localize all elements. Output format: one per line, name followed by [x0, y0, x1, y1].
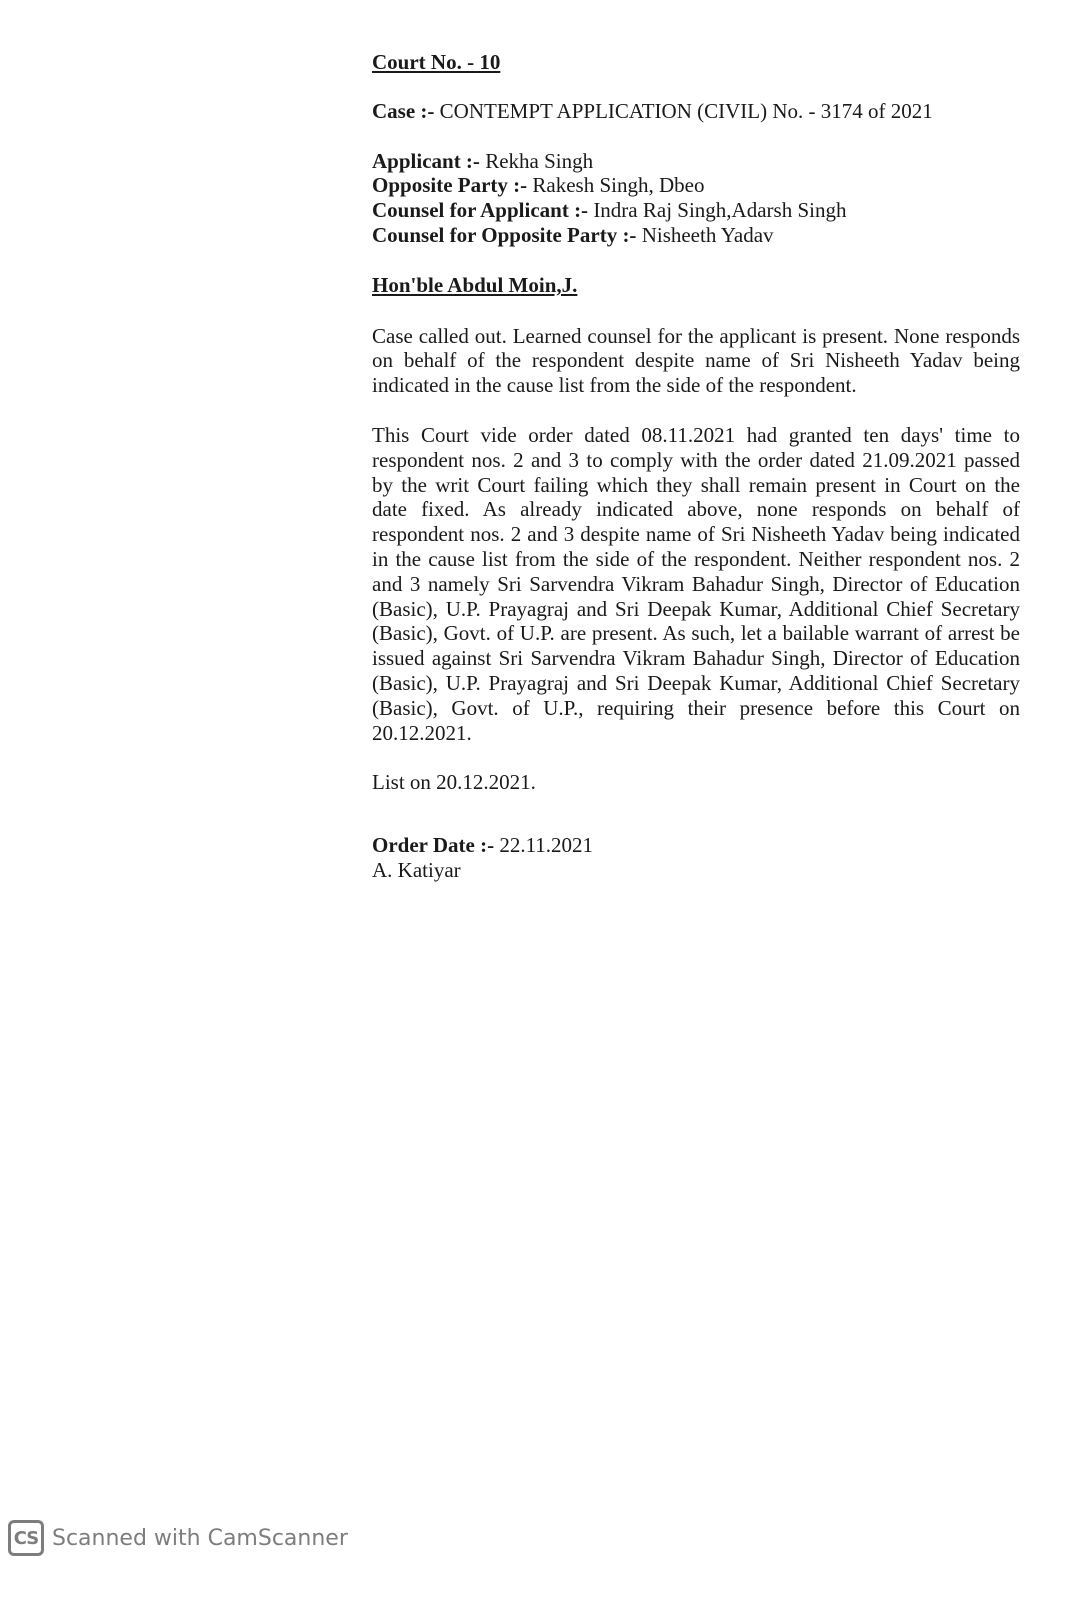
case-line	[372, 99, 1020, 124]
judge-name: Hon'ble Abdul Moin,J.	[372, 272, 578, 297]
order-date-label: Order Date :-	[372, 833, 495, 858]
counsel-opposite-label: Counsel for Opposite Party :-	[372, 222, 637, 247]
camscanner-text: Scanned with CamScanner	[52, 1525, 348, 1551]
counsel-opposite-row	[372, 223, 1020, 248]
case-value: CONTEMPT APPLICATION (CIVIL) No. - 3174 of 2021	[439, 98, 933, 123]
paragraph-1: Case called out. Learned counsel for the applicant is present. None responds on behalf of the respondent despite name of Sri Nisheeth Yadav being indicated in the cause list from the side of the respondent.	[372, 323, 1020, 398]
counsel-applicant-row	[372, 198, 1020, 223]
paragraph-2: This Court vide order dated 08.11.2021 had granted ten days' time to respondent nos. 2 and 3 to comply with the order dated 21.09.2021 passed by the writ Court failing which they shall remain present in Court on the date fixed. As already indicated above, none responds on behalf of respondent nos. 2 and 3 despite name of Sri Nisheeth Yadav being indicated in the cause list from the side of the respondent. Neither respondent nos. 2 and 3 namely Sri Sarvendra Vikram Bahadur Singh, Director of Education (Basic), U.P. Prayagraj and Sri Deepak Kumar, Additional Chief Secretary (Basic), Govt. of U.P. are present. As such, let a bailable warrant of arrest be issued against Sri Sarvendra Vikram Bahadur Singh, Director of Education (Basic), U.P. Prayagraj and Sri Deepak Kumar, Additional Chief Secretary (Basic), Govt. of U.P., requiring their presence before this Court on 20.12.2021.	[372, 422, 1020, 745]
applicant-row	[372, 149, 1020, 174]
counsel-applicant-value: Indra Raj Singh,Adarsh Singh	[593, 198, 847, 223]
parties-block	[372, 149, 1020, 248]
opposite-party-value: Rakesh Singh, Dbeo	[532, 173, 705, 198]
camscanner-watermark	[8, 1520, 348, 1556]
opposite-party-label: Opposite Party :-	[372, 173, 528, 198]
order-date-value: 22.11.2021	[499, 833, 594, 858]
order-document	[372, 50, 1020, 883]
applicant-label: Applicant :-	[372, 148, 480, 173]
counsel-applicant-label: Counsel for Applicant :-	[372, 198, 589, 223]
counsel-opposite-value: Nisheeth Yadav	[641, 222, 774, 247]
applicant-value: Rekha Singh	[485, 148, 594, 173]
list-on: List on 20.12.2021.	[372, 770, 536, 795]
opposite-party-row	[372, 173, 1020, 198]
signer-name: A. Katiyar	[372, 857, 461, 882]
case-label: Case :-	[372, 98, 435, 123]
order-date-row	[372, 833, 1020, 858]
camscanner-logo-icon: CS	[8, 1520, 44, 1556]
court-number: Court No. - 10	[372, 50, 501, 74]
